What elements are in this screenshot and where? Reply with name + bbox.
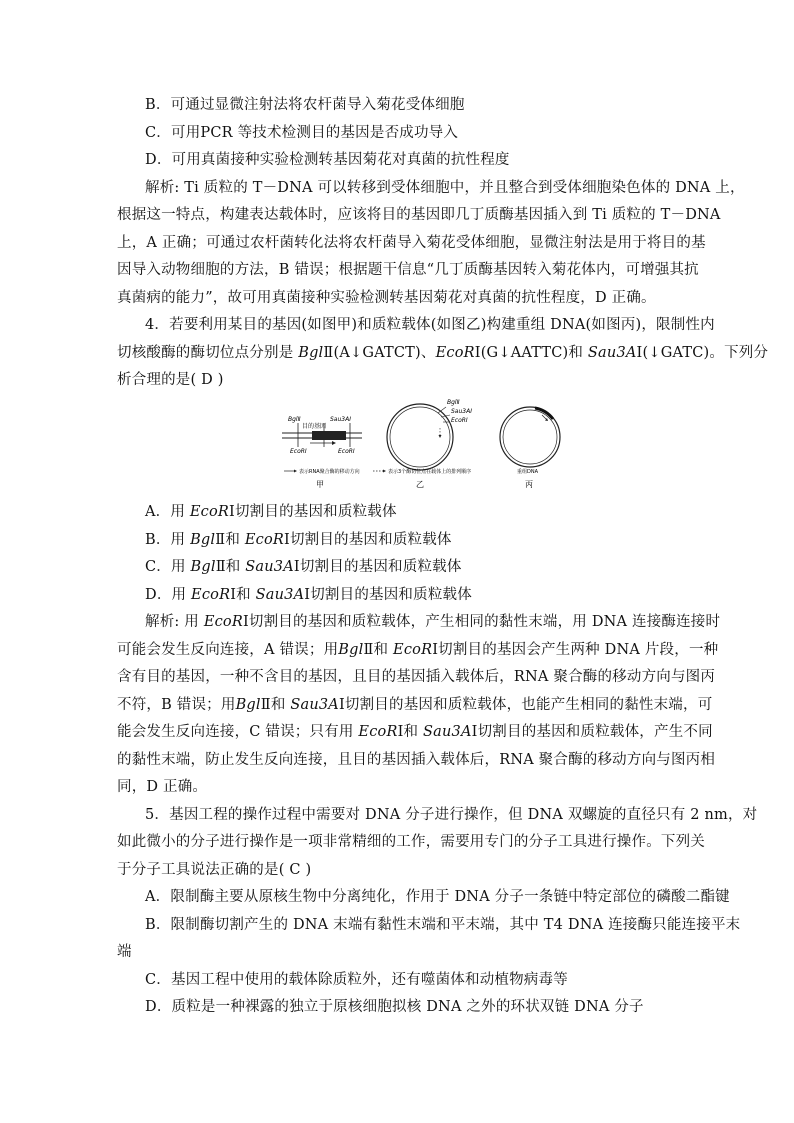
q4-stem-line: 析合理的是( D ) [117, 372, 224, 388]
q4-analysis-line: 解析: 用 EcoRⅠ切割目的基因和质粒载体，产生相同的黏性末端，用 DNA 连接酶连接时 [145, 614, 721, 630]
legend-jia: 表示RNA聚合酶的移动方向 [299, 469, 360, 475]
q5-option-b: B．限制酶切割产生的 DNA 末端有黏性末端和平末端，其中 T4 DNA 连接酶只能连接平末 [145, 917, 741, 933]
q4-analysis-line: 同，D 正确。 [117, 779, 208, 795]
label-bing: 丙 [525, 480, 533, 489]
q5-option-b-cont: 端 [117, 944, 132, 960]
q5-stem-line: 于分子工具说法正确的是( C ) [117, 862, 312, 878]
q4-option-c: C．用 BglⅡ和 Sau3AⅠ切割目的基因和质粒载体 [145, 559, 462, 575]
q3-option-d: D．可用真菌接种实验检测转基因菊花对真菌的抗性程度 [145, 152, 510, 168]
q4-option-a: A．用 EcoRⅠ切割目的基因和质粒载体 [145, 504, 397, 520]
eco-label: EcoRⅠ [290, 448, 307, 455]
bgl-label: BglⅡ [288, 416, 301, 423]
q5-option-d: D．质粒是一种裸露的独立于原核细胞拟核 DNA 之外的环状双链 DNA 分子 [145, 999, 644, 1015]
q3-analysis-line: 根据这一特点，构建表达载体时，应该将目的基因即几丁质酶基因插入到 Ti 质粒的 T－DNA [117, 207, 721, 223]
q4-analysis-line: 的黏性末端，防止发生反向连接，且目的基因插入载体后，RNA 聚合酶的移动方向与图丙相 [117, 752, 716, 768]
q3-analysis-line: 上，A 正确；可通过农杆菌转化法将农杆菌导入菊花受体细胞，显微注射法是用于将目的基 [117, 235, 706, 251]
sau-label: Sau3AⅠ [330, 416, 351, 423]
plasmid-yi [373, 399, 472, 489]
q4-analysis-line: 可能会发生反向连接，A 错误；用BglⅡ和 EcoRⅠ切割目的基因会产生两种 DNA 片段，一种 [117, 642, 719, 658]
eco-label: EcoRⅠ [338, 448, 355, 455]
q4-analysis-line: 含有目的基因，一种不含目的基因，且目的基因插入载体后，RNA 聚合酶的移动方向与图丙 [117, 669, 716, 685]
q4-analysis-line: 不符，B 错误；用BglⅡ和 Sau3AⅠ切割目的基因和质粒载体，也能产生相同的黏性末端，可 [117, 697, 713, 713]
legend-yi: 表示3个酶切位点在载体上的排列顺序 [388, 469, 472, 475]
q3-analysis-line: 真菌病的能力”，故可用真菌接种实验检测转基因菊花对真菌的抗性程度，D 正确。 [117, 290, 656, 306]
q4-stem-line: 4．若要利用某目的基因(如图甲)和质粒载体(如图乙)构建重组 DNA(如图丙)，限制性内 [145, 317, 715, 333]
q5-stem-line: 如此微小的分子进行操作是一项非常精细的工作，需要用专门的分子工具进行操作。下列关 [117, 834, 705, 850]
q3-option-c: C．可用PCR 等技术检测目的基因是否成功导入 [145, 125, 459, 141]
q3-option-b: B．可通过显微注射法将农杆菌导入菊花受体细胞 [145, 97, 465, 113]
gene-label: 目的基因 [302, 423, 327, 430]
q3-analysis-line: 因导入动物细胞的方法，B 错误；根据题干信息“几丁质酶基因转入菊花体内，可增强其抗 [117, 262, 699, 278]
q3-analysis-line: 解析: Ti 质粒的 T－DNA 可以转移到受体细胞中，并且整合到受体细胞染色体的 DNA 上， [145, 180, 745, 196]
gene-fragment-jia [282, 416, 362, 489]
q5-option-c: C．基因工程中使用的载体除质粒外，还有噬菌体和动植物病毒等 [145, 972, 568, 988]
sau-label: Sau3AⅠ [451, 408, 472, 415]
q4-analysis-line: 能会发生反向连接，C 错误；只有用 EcoRⅠ和 Sau3AⅠ切割目的基因和质粒载体，产生不同 [117, 724, 713, 740]
q4-option-b: B．用 BglⅡ和 EcoRⅠ切割目的基因和质粒载体 [145, 532, 452, 548]
q5-option-a: A．限制酶主要从原核生物中分离纯化，作用于 DNA 分子一条链中特定部位的磷酸二酯键 [145, 889, 730, 905]
q4-stem-line: 切核酸酶的酶切位点分别是 BglⅡ(A↓GATCT)、EcoRⅠ(G↓AATTC)和 Sau3AⅠ(↓GATC)。下列分 [117, 345, 769, 361]
gene-block [312, 431, 346, 440]
eco-label: EcoRⅠ [451, 417, 468, 424]
plasmid-diagram [280, 395, 570, 495]
recombinant-label: 重组DNA [517, 469, 539, 475]
label-yi: 乙 [416, 480, 424, 489]
bgl-label: BglⅡ [447, 399, 460, 406]
q5-stem-line: 5．基因工程的操作过程中需要对 DNA 分子进行操作，但 DNA 双螺旋的直径只有 2 nm，对 [145, 807, 758, 823]
q4-option-d: D．用 EcoRⅠ和 Sau3AⅠ切割目的基因和质粒载体 [145, 587, 472, 603]
label-jia: 甲 [316, 480, 324, 489]
recombinant-dna-bing [500, 407, 560, 489]
